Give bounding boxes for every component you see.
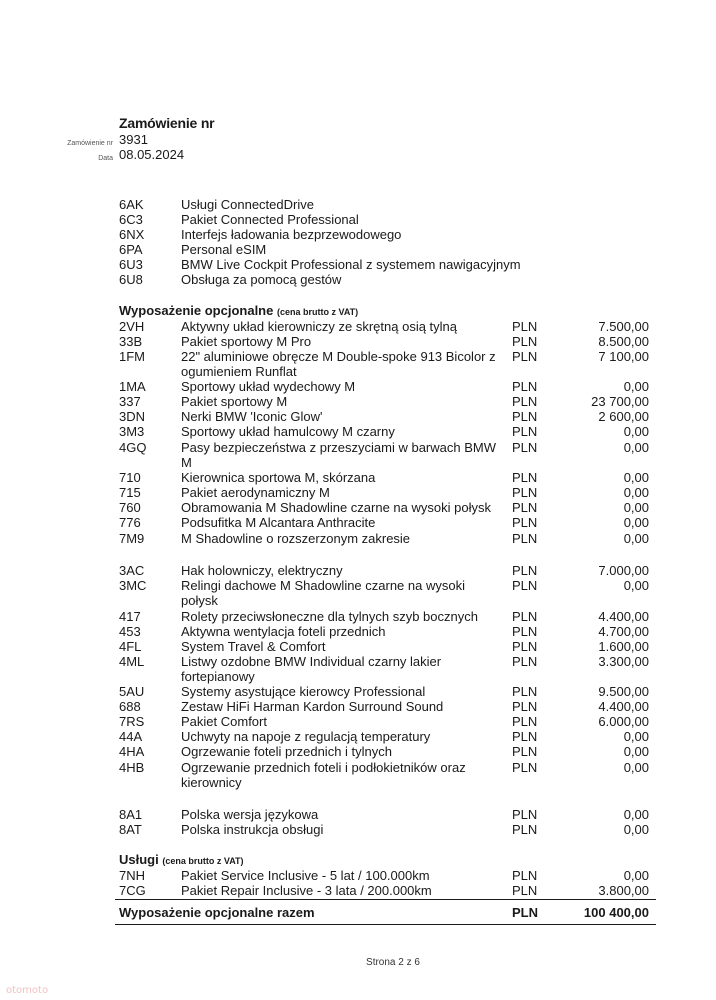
section-title-text: Usługi xyxy=(119,852,159,867)
item-currency: PLN xyxy=(512,609,538,624)
item-description: Sportowy układ hamulcowy M czarny xyxy=(181,424,395,439)
item-description-line2: fortepianowy xyxy=(181,669,255,684)
item-price: 4.400,00 xyxy=(598,609,649,624)
option-row-continuation xyxy=(0,455,716,470)
option-row xyxy=(0,485,716,500)
item-row xyxy=(0,242,716,257)
item-row xyxy=(0,197,716,212)
item-currency: PLN xyxy=(512,349,538,364)
item-currency: PLN xyxy=(512,578,538,593)
item-code: 3AC xyxy=(119,563,145,578)
item-description: Podsufitka M Alcantara Anthracite xyxy=(181,515,376,530)
item-price: 4.400,00 xyxy=(598,699,649,714)
item-description: Relingi dachowe M Shadowline czarne na wysoki xyxy=(181,578,465,593)
item-description: Rolety przeciwsłoneczne dla tylnych szyb bocznych xyxy=(181,609,478,624)
option-row-continuation xyxy=(0,364,716,379)
option-row xyxy=(0,807,716,822)
item-code: 710 xyxy=(119,470,141,485)
option-row xyxy=(0,729,716,744)
option-row xyxy=(0,334,716,349)
option-row xyxy=(0,319,716,334)
option-row xyxy=(0,609,716,624)
item-code: 3M3 xyxy=(119,424,145,439)
option-row xyxy=(0,349,716,364)
item-description: Zestaw HiFi Harman Kardon Surround Sound xyxy=(181,699,444,714)
item-price: 4.700,00 xyxy=(598,624,649,639)
order-date: 08.05.2024 xyxy=(119,147,185,162)
item-description-line2: kierownicy xyxy=(181,775,242,790)
total-top-rule xyxy=(115,899,656,900)
item-price: 0,00 xyxy=(623,822,649,837)
option-row xyxy=(0,760,716,775)
item-description: Polska instrukcja obsługi xyxy=(181,822,324,837)
item-description: Nerki BMW 'Iconic Glow' xyxy=(181,409,323,424)
item-description: Obramowania M Shadowline czarne na wysoki połysk xyxy=(181,500,491,515)
item-currency: PLN xyxy=(512,379,538,394)
item-description-line2: ogumieniem Runflat xyxy=(181,364,297,379)
item-row xyxy=(0,212,716,227)
section-price-note: (cena brutto z VAT) xyxy=(162,856,244,866)
option-row xyxy=(0,822,716,837)
total-label: Wyposażenie opcjonalne razem xyxy=(119,905,315,920)
item-price: 0,00 xyxy=(623,744,649,759)
item-currency: PLN xyxy=(512,868,538,883)
item-description: Pakiet Comfort xyxy=(181,714,267,729)
item-price: 0,00 xyxy=(623,531,649,546)
item-code: 1FM xyxy=(119,349,145,364)
item-description: Interfejs ładowania bezprzewodowego xyxy=(181,227,402,242)
item-code: 33B xyxy=(119,334,143,349)
service-row xyxy=(0,868,716,883)
item-price: 3.300,00 xyxy=(598,654,649,669)
option-row xyxy=(0,699,716,714)
item-code: 4GQ xyxy=(119,440,147,455)
item-price: 0,00 xyxy=(623,868,649,883)
item-price: 0,00 xyxy=(623,424,649,439)
item-code: 417 xyxy=(119,609,141,624)
item-price: 0,00 xyxy=(623,379,649,394)
item-code: 2VH xyxy=(119,319,145,334)
item-code: 7NH xyxy=(119,868,146,883)
option-row-continuation xyxy=(0,669,716,684)
document-title: Zamówienie nr xyxy=(119,115,215,131)
item-code: 6NX xyxy=(119,227,145,242)
item-code: 3DN xyxy=(119,409,146,424)
section-price-note: (cena brutto z VAT) xyxy=(276,307,359,317)
item-currency: PLN xyxy=(512,639,538,654)
item-description: Pakiet sportowy M Pro xyxy=(181,334,312,349)
item-description: Aktywna wentylacja foteli przednich xyxy=(181,624,386,639)
item-description: 22" aluminiowe obręcze M Double-spoke 913 Bicolor z xyxy=(181,349,496,364)
option-row-continuation xyxy=(0,593,716,608)
option-row xyxy=(0,379,716,394)
item-currency: PLN xyxy=(512,654,538,669)
item-currency: PLN xyxy=(512,807,538,822)
item-code: 715 xyxy=(119,485,141,500)
item-description: Obsługa za pomocą gestów xyxy=(181,272,342,287)
item-description: Listwy ozdobne BMW Individual czarny lakier xyxy=(181,654,442,669)
item-code: 337 xyxy=(119,394,141,409)
item-price: 9.500,00 xyxy=(598,684,649,699)
item-code: 453 xyxy=(119,624,141,639)
item-description: Personal eSIM xyxy=(181,242,267,257)
item-price: 0,00 xyxy=(623,440,649,455)
item-description: Ogrzewanie foteli przednich i tylnych xyxy=(181,744,392,759)
item-currency: PLN xyxy=(512,409,538,424)
item-currency: PLN xyxy=(512,822,538,837)
date-label: Data xyxy=(98,155,113,162)
total-row xyxy=(0,904,716,922)
option-row xyxy=(0,654,716,669)
item-description: Pakiet Service Inclusive - 5 lat / 100.000km xyxy=(181,868,430,883)
item-description: Pakiet aerodynamiczny M xyxy=(181,485,330,500)
item-description: Pakiet sportowy M xyxy=(181,394,288,409)
item-description: Aktywny układ kierowniczy ze skrętną osią tylną xyxy=(181,319,458,334)
item-code: 4HA xyxy=(119,744,145,759)
option-row-continuation xyxy=(0,775,716,790)
item-code: 4FL xyxy=(119,639,142,654)
option-row xyxy=(0,714,716,729)
item-code: 44A xyxy=(119,729,143,744)
option-row xyxy=(0,624,716,639)
item-code: 6PA xyxy=(119,242,143,257)
option-row xyxy=(0,744,716,759)
total-currency: PLN xyxy=(512,905,538,920)
option-row xyxy=(0,394,716,409)
item-description-line2: połysk xyxy=(181,593,218,608)
item-price: 7.000,00 xyxy=(598,563,649,578)
option-row xyxy=(0,639,716,654)
item-price: 0,00 xyxy=(623,515,649,530)
option-row xyxy=(0,440,716,455)
item-currency: PLN xyxy=(512,729,538,744)
item-description: M Shadowline o rozszerzonym zakresie xyxy=(181,531,411,546)
option-row xyxy=(0,563,716,578)
item-price: 1.600,00 xyxy=(598,639,649,654)
option-row xyxy=(0,500,716,515)
item-description: Sportowy układ wydechowy M xyxy=(181,379,356,394)
item-currency: PLN xyxy=(512,563,538,578)
item-price: 0,00 xyxy=(623,807,649,822)
item-currency: PLN xyxy=(512,394,538,409)
item-description: Pakiet Connected Professional xyxy=(181,212,359,227)
item-price: 0,00 xyxy=(623,470,649,485)
section-title-text: Wyposażenie opcjonalne xyxy=(119,303,274,318)
item-price: 0,00 xyxy=(623,760,649,775)
item-currency: PLN xyxy=(512,440,538,455)
item-code: 5AU xyxy=(119,684,145,699)
order-number: 3931 xyxy=(119,132,148,147)
item-code: 6C3 xyxy=(119,212,143,227)
item-row xyxy=(0,257,716,272)
item-description: Uchwyty na napoje z regulacją temperatury xyxy=(181,729,431,744)
option-row xyxy=(0,578,716,593)
item-code: 7CG xyxy=(119,883,146,898)
item-currency: PLN xyxy=(512,485,538,500)
item-currency: PLN xyxy=(512,515,538,530)
option-row xyxy=(0,424,716,439)
item-price: 7.500,00 xyxy=(598,319,649,334)
option-row xyxy=(0,515,716,530)
item-description: Ogrzewanie przednich foteli i podłokietników oraz xyxy=(181,760,466,775)
order-number-label: Zamówienie nr xyxy=(67,140,113,147)
item-currency: PLN xyxy=(512,714,538,729)
item-code: 8A1 xyxy=(119,807,143,822)
item-code: 8AT xyxy=(119,822,142,837)
item-currency: PLN xyxy=(512,424,538,439)
item-code: 3MC xyxy=(119,578,147,593)
item-description: System Travel & Comfort xyxy=(181,639,326,654)
watermark-text: otomoto xyxy=(6,985,49,994)
item-description: Pasy bezpieczeństwa z przeszyciami w barwach BMW xyxy=(181,440,496,455)
total-amount: 100 400,00 xyxy=(583,905,649,920)
item-description: Systemy asystujące kierowcy Professional xyxy=(181,684,426,699)
item-code: 776 xyxy=(119,515,141,530)
item-code: 1MA xyxy=(119,379,146,394)
service-row xyxy=(0,883,716,898)
item-code: 4HB xyxy=(119,760,145,775)
item-description: Kierownica sportowa M, skórzana xyxy=(181,470,376,485)
watermark-logo xyxy=(6,984,90,994)
item-description: Usługi ConnectedDrive xyxy=(181,197,314,212)
item-currency: PLN xyxy=(512,531,538,546)
item-currency: PLN xyxy=(512,334,538,349)
item-code: 4ML xyxy=(119,654,145,669)
item-currency: PLN xyxy=(512,470,538,485)
item-currency: PLN xyxy=(512,699,538,714)
item-price: 0,00 xyxy=(623,578,649,593)
item-price: 2 600,00 xyxy=(598,409,649,424)
item-code: 7RS xyxy=(119,714,145,729)
item-currency: PLN xyxy=(512,319,538,334)
item-currency: PLN xyxy=(512,684,538,699)
section-title-options xyxy=(119,303,358,318)
page-number: Strona 2 z 6 xyxy=(366,957,420,968)
item-currency: PLN xyxy=(512,744,538,759)
item-description-line2: M xyxy=(181,455,192,470)
item-code: 7M9 xyxy=(119,531,145,546)
option-row xyxy=(0,409,716,424)
item-code: 688 xyxy=(119,699,141,714)
item-description: Hak holowniczy, elektryczny xyxy=(181,563,343,578)
item-code: 760 xyxy=(119,500,141,515)
item-description: Pakiet Repair Inclusive - 3 lata / 200.000km xyxy=(181,883,432,898)
item-description: BMW Live Cockpit Professional z systemem nawigacyjnym xyxy=(181,257,521,272)
item-row xyxy=(0,272,716,287)
item-code: 6U3 xyxy=(119,257,143,272)
item-price: 6.000,00 xyxy=(598,714,649,729)
total-bottom-rule xyxy=(115,924,656,925)
item-price: 0,00 xyxy=(623,485,649,500)
item-price: 3.800,00 xyxy=(598,883,649,898)
item-price: 8.500,00 xyxy=(598,334,649,349)
item-currency: PLN xyxy=(512,760,538,775)
item-price: 0,00 xyxy=(623,500,649,515)
item-description: Polska wersja językowa xyxy=(181,807,319,822)
item-code: 6AK xyxy=(119,197,144,212)
item-currency: PLN xyxy=(512,624,538,639)
option-row xyxy=(0,684,716,699)
item-price: 7 100,00 xyxy=(598,349,649,364)
section-title-services xyxy=(119,852,244,867)
item-row xyxy=(0,227,716,242)
item-price: 0,00 xyxy=(623,729,649,744)
option-row xyxy=(0,470,716,485)
item-currency: PLN xyxy=(512,500,538,515)
item-price: 23 700,00 xyxy=(591,394,649,409)
item-currency: PLN xyxy=(512,883,538,898)
option-row xyxy=(0,531,716,546)
item-code: 6U8 xyxy=(119,272,143,287)
